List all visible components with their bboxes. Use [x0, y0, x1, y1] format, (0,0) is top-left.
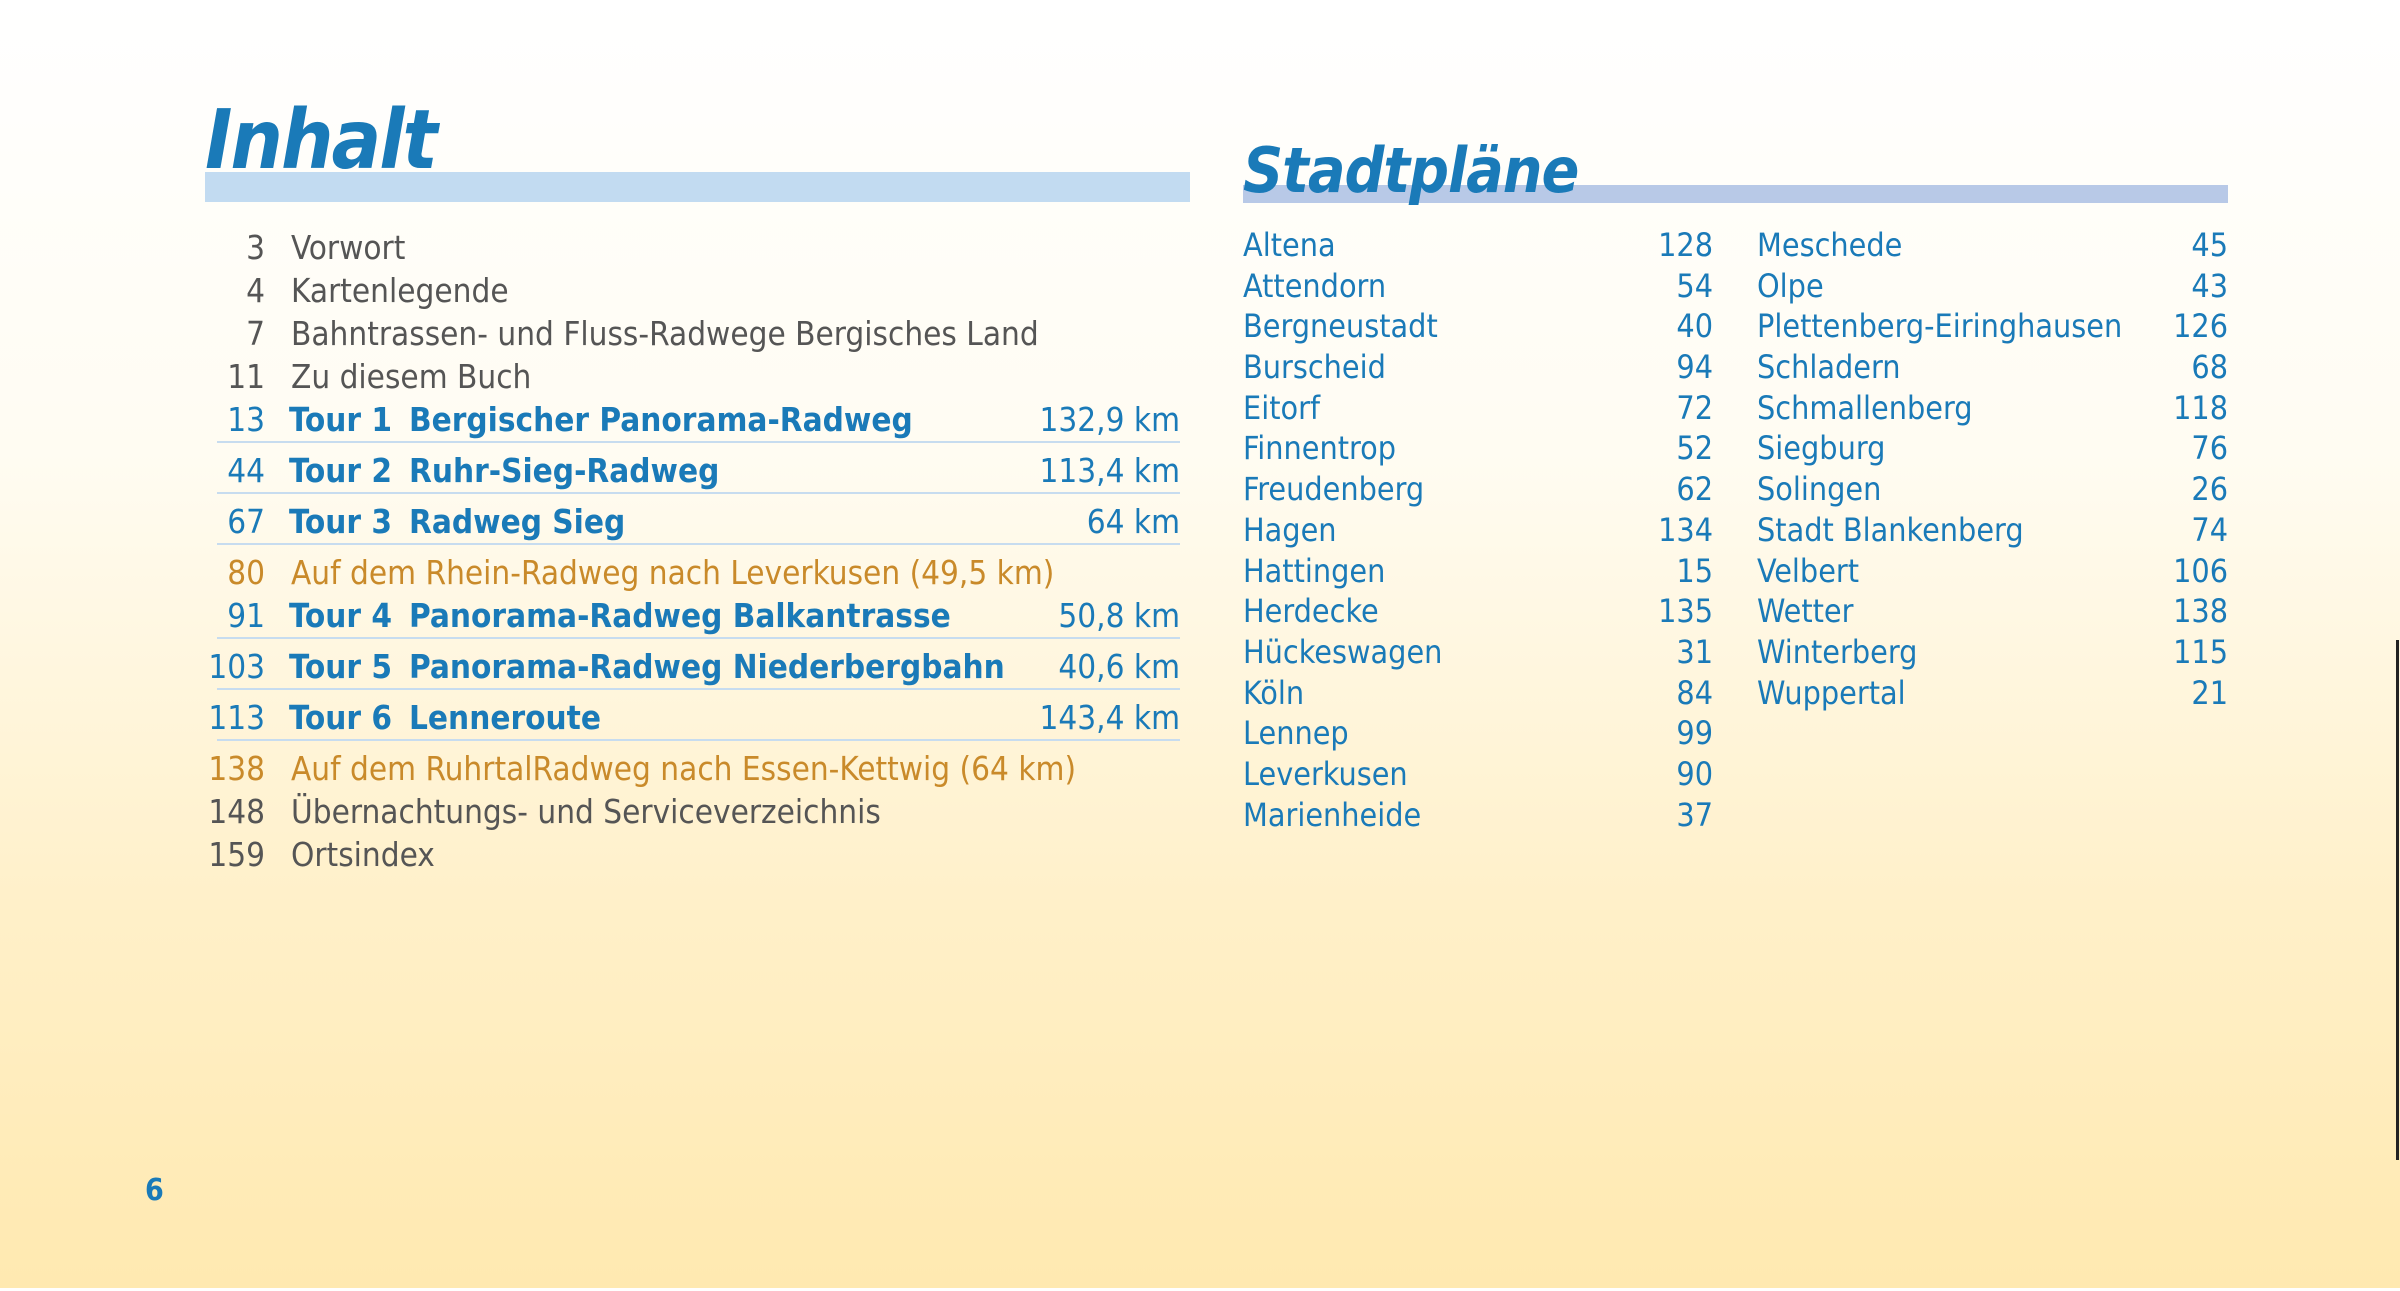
city-name: Stadt Blankenberg — [1757, 510, 2024, 549]
city-map-entry[interactable] — [1757, 674, 2228, 715]
city-name: Wuppertal — [1757, 673, 1906, 712]
city-page: 54 — [1676, 266, 1713, 305]
city-name: Herdecke — [1243, 592, 1379, 631]
stadtplaene-heading: Stadtpläne — [1243, 134, 1579, 207]
city-map-entry[interactable] — [1243, 348, 1713, 389]
toc-entry[interactable] — [205, 271, 1180, 314]
city-page: 118 — [2173, 388, 2228, 427]
toc-entry-title: Zu diesem Buch — [291, 357, 532, 396]
tour-title: Lenneroute — [409, 698, 602, 737]
city-name: Marienheide — [1243, 795, 1422, 834]
city-page: 84 — [1676, 673, 1713, 712]
city-page: 15 — [1676, 551, 1713, 590]
city-page: 43 — [2191, 266, 2228, 305]
city-page: 128 — [1658, 226, 1713, 264]
city-map-entry[interactable] — [1243, 592, 1713, 633]
tour-distance: 40,6 km — [1058, 647, 1180, 686]
city-page: 115 — [2173, 632, 2228, 671]
toc-excursion-entry[interactable] — [205, 749, 1180, 792]
tour-label: Tour 4 — [289, 596, 393, 635]
city-name: Schladern — [1757, 348, 1901, 387]
toc-entry[interactable] — [205, 835, 1180, 878]
city-map-entry[interactable] — [1757, 470, 2228, 511]
city-name: Winterberg — [1757, 632, 1918, 671]
city-map-entry[interactable] — [1243, 755, 1713, 796]
city-name: Hückeswagen — [1243, 632, 1443, 671]
city-map-entry[interactable] — [1757, 348, 2228, 389]
tour-title: Bergischer Panorama-Radweg — [409, 400, 913, 439]
toc-page-number: 148 — [208, 792, 265, 831]
toc-entry[interactable] — [205, 792, 1180, 835]
city-page: 31 — [1676, 632, 1713, 671]
toc-entry-title: Kartenlegende — [291, 271, 509, 310]
city-map-entry[interactable] — [1243, 674, 1713, 715]
toc-page-number: 13 — [227, 400, 265, 439]
tour-title: Ruhr-Sieg-Radweg — [409, 451, 720, 490]
toc-entry[interactable] — [205, 228, 1180, 271]
tour-label: Tour 5 — [289, 647, 393, 686]
city-page: 138 — [2173, 592, 2228, 631]
tour-distance: 64 km — [1086, 502, 1180, 541]
city-name: Lennep — [1243, 714, 1349, 753]
inhalt-heading: Inhalt — [205, 93, 436, 188]
city-map-entry[interactable] — [1757, 511, 2228, 552]
city-name: Meschede — [1757, 226, 1903, 264]
page-number: 6 — [145, 1173, 164, 1208]
toc-excursion-entry[interactable] — [205, 553, 1180, 596]
city-page: 40 — [1676, 307, 1713, 346]
tour-label: Tour 3 — [289, 502, 393, 541]
city-map-entry[interactable] — [1757, 592, 2228, 633]
tour-label: Tour 6 — [289, 698, 393, 737]
toc-page-number: 44 — [227, 451, 265, 490]
city-map-entry[interactable] — [1757, 307, 2228, 348]
city-name: Hattingen — [1243, 551, 1386, 590]
tour-distance: 132,9 km — [1039, 400, 1180, 439]
city-map-entry[interactable] — [1243, 633, 1713, 674]
city-page: 52 — [1676, 429, 1713, 468]
city-page: 62 — [1676, 470, 1713, 509]
toc-page-number: 103 — [208, 647, 265, 686]
city-map-entry[interactable] — [1243, 796, 1713, 837]
city-name: Plettenberg-Eiringhausen — [1757, 307, 2123, 346]
toc-entry[interactable] — [205, 357, 1180, 400]
city-name: Bergneustadt — [1243, 307, 1438, 346]
toc-tour-entry[interactable] — [205, 502, 1180, 553]
city-map-entry[interactable] — [1243, 470, 1713, 511]
toc-page-number: 4 — [246, 271, 265, 310]
city-map-entry[interactable] — [1757, 226, 2228, 267]
city-name: Eitorf — [1243, 388, 1321, 427]
toc-entry-title: Auf dem Rhein-Radweg nach Leverkusen (49,5 km) — [291, 553, 1055, 592]
toc-entry-title: Übernachtungs- und Serviceverzeichnis — [291, 792, 881, 831]
city-map-entry[interactable] — [1757, 552, 2228, 593]
city-page: 90 — [1676, 754, 1713, 793]
toc-page-number: 80 — [227, 553, 265, 592]
tour-label: Tour 2 — [289, 451, 393, 490]
city-page: 74 — [2191, 510, 2228, 549]
city-name: Finnentrop — [1243, 429, 1396, 468]
city-page: 45 — [2191, 226, 2228, 264]
tour-distance: 143,4 km — [1039, 698, 1180, 737]
toc-page-number: 113 — [208, 698, 265, 737]
tour-distance: 50,8 km — [1058, 596, 1180, 635]
page-edge-line — [2396, 640, 2399, 1160]
city-map-entry[interactable] — [1757, 389, 2228, 430]
toc-tour-entry[interactable] — [205, 647, 1180, 698]
toc-page-number: 91 — [227, 596, 265, 635]
toc-page-number: 67 — [227, 502, 265, 541]
city-map-entry[interactable] — [1243, 429, 1713, 470]
city-name: Wetter — [1757, 592, 1854, 631]
city-page: 37 — [1676, 795, 1713, 834]
toc-entry[interactable] — [205, 314, 1180, 357]
city-page: 72 — [1676, 388, 1713, 427]
city-map-entry[interactable] — [1243, 267, 1713, 308]
city-name: Leverkusen — [1243, 754, 1408, 793]
city-map-entry[interactable] — [1243, 307, 1713, 348]
city-page: 134 — [1658, 510, 1713, 549]
city-page: 126 — [2173, 307, 2228, 346]
city-map-entry[interactable] — [1757, 429, 2228, 470]
city-name: Burscheid — [1243, 348, 1386, 387]
toc-tour-entry[interactable] — [205, 400, 1180, 451]
tour-label: Tour 1 — [289, 400, 393, 439]
tour-title: Radweg Sieg — [409, 502, 626, 541]
city-name: Schmallenberg — [1757, 388, 1973, 427]
city-name: Siegburg — [1757, 429, 1886, 468]
city-map-entry[interactable] — [1757, 267, 2228, 308]
city-page: 21 — [2191, 673, 2228, 712]
toc-page-number: 11 — [227, 357, 265, 396]
city-map-entry[interactable] — [1243, 511, 1713, 552]
toc-page-number: 138 — [208, 749, 265, 788]
toc-tour-entry[interactable] — [205, 698, 1180, 749]
city-map-column-1 — [1243, 226, 1713, 836]
city-name: Freudenberg — [1243, 470, 1425, 509]
city-page: 99 — [1676, 714, 1713, 753]
city-name: Velbert — [1757, 551, 1860, 590]
city-page: 106 — [2173, 551, 2228, 590]
city-page: 135 — [1658, 592, 1713, 631]
toc-entry-title: Auf dem RuhrtalRadweg nach Essen-Kettwig (64 km) — [291, 749, 1077, 788]
toc-entry-title: Vorwort — [291, 228, 406, 267]
city-name: Attendorn — [1243, 266, 1387, 305]
city-map-entry[interactable] — [1243, 389, 1713, 430]
toc-tour-entry[interactable] — [205, 451, 1180, 502]
toc-page-number: 3 — [246, 228, 265, 267]
toc-page-number: 159 — [208, 835, 265, 874]
toc-entry-title: Ortsindex — [291, 835, 435, 874]
city-name: Solingen — [1757, 470, 1882, 509]
tour-title: Panorama-Radweg Niederbergbahn — [409, 647, 1005, 686]
city-name: Altena — [1243, 226, 1336, 264]
city-map-entry[interactable] — [1757, 633, 2228, 674]
tour-distance: 113,4 km — [1039, 451, 1180, 490]
city-map-entry[interactable] — [1243, 552, 1713, 593]
city-map-entry[interactable] — [1243, 226, 1713, 267]
city-map-column-2 — [1757, 226, 2228, 714]
tour-title: Panorama-Radweg Balkantrasse — [409, 596, 951, 635]
toc-tour-entry[interactable] — [205, 596, 1180, 647]
city-name: Hagen — [1243, 510, 1337, 549]
toc-entry-title: Bahntrassen- und Fluss-Radwege Bergisches Land — [291, 314, 1039, 353]
table-of-contents — [205, 228, 1180, 878]
city-page: 26 — [2191, 470, 2228, 509]
city-map-entry[interactable] — [1243, 714, 1713, 755]
toc-page-number: 7 — [246, 314, 265, 353]
city-page: 76 — [2191, 429, 2228, 468]
city-name: Köln — [1243, 673, 1305, 712]
city-page: 94 — [1676, 348, 1713, 387]
city-page: 68 — [2191, 348, 2228, 387]
city-name: Olpe — [1757, 266, 1824, 305]
